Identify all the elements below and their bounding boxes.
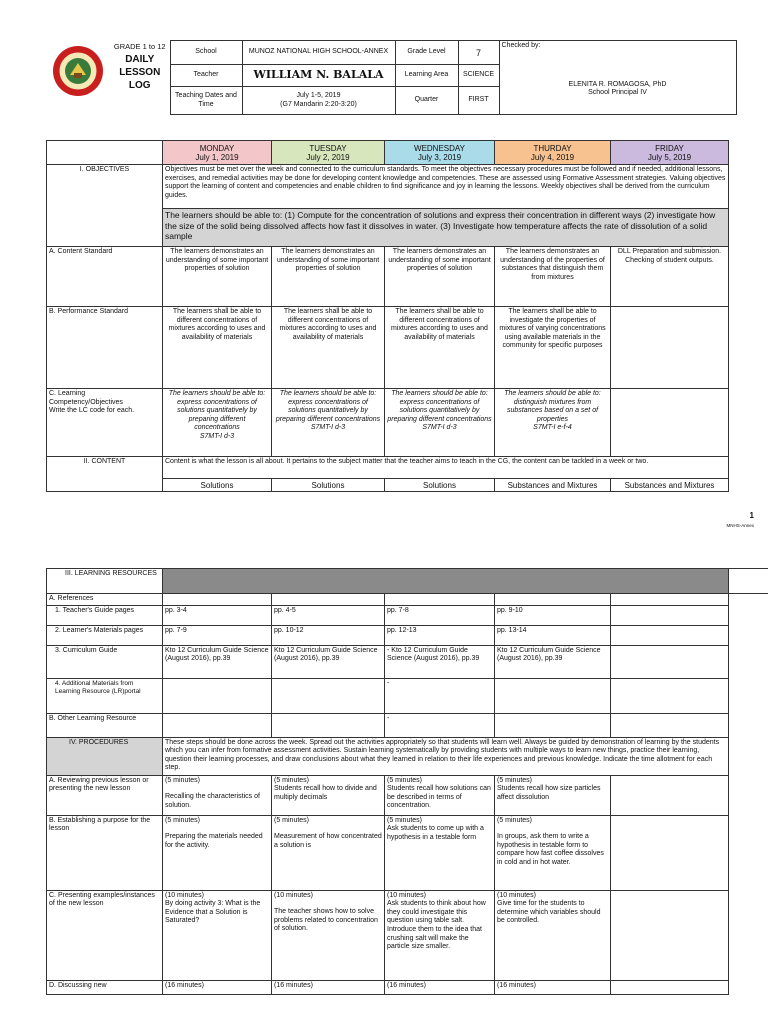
- other-tue: [272, 713, 385, 737]
- competency-label2: Write the LC code for each.: [49, 407, 135, 415]
- quarter-label: Quarter: [395, 87, 458, 115]
- competency-fri: [611, 389, 729, 457]
- cg-extra: [729, 645, 768, 678]
- curriculum-mon: Kto 12 Curriculum Guide Science (August 2016), pp.39: [163, 645, 272, 678]
- pre-extra: [729, 890, 768, 980]
- ref-fri: [611, 594, 729, 606]
- proc-extra: [729, 737, 768, 775]
- performance-standard-mon: The learners shall be able to different concentrations of mixtures according to uses and availability of materials: [163, 307, 272, 389]
- resources-extra-cell: [729, 569, 768, 594]
- content-standard-label: A. Content Standard: [47, 247, 163, 307]
- presenting-thu: (10 minutes) Give time for the students to determine which variables should be controlled.: [495, 890, 611, 980]
- discussing-tue: (16 minutes): [272, 980, 385, 994]
- competency-tue: The learners should be able to: express concentrations of solutions quantitatively by preparing different concentrations S7MT-I d-3: [272, 389, 385, 457]
- presenting-tue: (10 minutes) The teacher shows how to solve problems related to concentration of solution.: [272, 890, 385, 980]
- dates-label: Teaching Dates and Time: [170, 87, 242, 115]
- dll-table-page2: [46, 568, 768, 995]
- learner-wed: pp. 12-13: [385, 625, 495, 645]
- content-topic-wed: Solutions: [385, 479, 495, 492]
- content-label: II. CONTENT: [47, 457, 163, 492]
- school-label: School: [170, 41, 242, 65]
- reviewing-label: A. Reviewing previous lesson or presenting the new lesson: [47, 775, 163, 815]
- principal-title: School Principal IV: [588, 89, 647, 97]
- seal-cell: [46, 41, 110, 115]
- learning-area-label: Learning Area: [395, 65, 458, 87]
- dis-extra: [729, 980, 768, 994]
- reviewing-tue: (5 minutes) Students recall how to divide and multiply decimals: [272, 775, 385, 815]
- dll-title-line1: DAILY: [125, 53, 155, 65]
- additional-mon: [163, 678, 272, 713]
- checked-by-label: Checked by:: [501, 42, 541, 49]
- content-topic-tue: Solutions: [272, 479, 385, 492]
- day-header-wednesday: WEDNESDAY July 3, 2019: [385, 141, 495, 165]
- grade-level-value: 7: [458, 41, 499, 65]
- performance-standard-fri: [611, 307, 729, 389]
- procedures-label: IV. PROCEDURES: [47, 737, 163, 775]
- day-header-tuesday: TUESDAY July 2, 2019: [272, 141, 385, 165]
- page-2: [0, 568, 768, 1024]
- olr-extra: [729, 713, 768, 737]
- other-mon: [163, 713, 272, 737]
- competency-wed: The learners should be able to: express concentrations of solutions quantitatively by preparing different concentrations S7MT-I d-3: [385, 389, 495, 457]
- additional-materials-label: 4. Additional Materials from Learning Resource (LR)portal: [47, 678, 163, 713]
- presenting-fri: [611, 890, 729, 980]
- content-topic-fri: Substances and Mixtures: [611, 479, 729, 492]
- lm-extra: [729, 625, 768, 645]
- am-extra: [729, 678, 768, 713]
- dll-title-line3: LOG: [128, 79, 151, 91]
- page-number: 1: [749, 511, 754, 520]
- purpose-wed: (5 minutes) Ask students to come up with a hypothesis in a testable form: [385, 815, 495, 890]
- learner-thu: pp. 13-14: [495, 625, 611, 645]
- discussing-mon: (16 minutes): [163, 980, 272, 994]
- resources-header-bar: [163, 569, 729, 594]
- references-label: A. References: [47, 594, 163, 606]
- reviewing-mon: (5 minutes) Recalling the characteristics of solution.: [163, 775, 272, 815]
- quarter-value: FIRST: [458, 87, 499, 115]
- page-footer: MNHS-Annex: [726, 523, 754, 528]
- teacher-guide-fri: [611, 605, 729, 625]
- content-note: Content is what the lesson is all about. It pertains to the subject matter that the teacher aims to teach in the CG, the content can be tackled in a week or two.: [163, 457, 729, 479]
- day-header-friday: FRIDAY July 5, 2019: [611, 141, 729, 165]
- competency-thu: The learners should be able to: distinguish mixtures from substances based on a set of properties S7MT-I e-f-4: [495, 389, 611, 457]
- purpose-thu: (5 minutes) In groups, ask them to write a hypothesis in testable form to compare how fast coffee dissolves in cold and in hot water.: [495, 815, 611, 890]
- objectives-label: I. OBJECTIVES: [47, 165, 163, 247]
- ref-wed: [385, 594, 495, 606]
- learner-tue: pp. 10-12: [272, 625, 385, 645]
- teacher-guide-label: 1. Teacher's Guide pages: [47, 605, 163, 625]
- reviewing-wed: (5 minutes) Students recall how solutions can be described in terms of concentration.: [385, 775, 495, 815]
- additional-thu: [495, 678, 611, 713]
- grade-range: GRADE 1 to 12: [113, 41, 166, 51]
- other-thu: [495, 713, 611, 737]
- procedures-note: These steps should be done across the week. Spread out the activities appropriately so that students will learn well. Always be guided by demonstration of learning by the students which you can infer from formative assessment activities. Sustain learning systematically by providing students with multiple ways to learn new things, practice their learning, question their learning processes, and draw conclusions about what they learned in relation to their life experiences and previous knowledge. Indicate the time allotment for each step.: [163, 737, 729, 775]
- resources-label: III. LEARNING RESOURCES: [47, 569, 163, 594]
- grade-level-label: Grade Level: [395, 41, 458, 65]
- presenting-label: C. Presenting examples/instances of the new lesson: [47, 890, 163, 980]
- content-standard-tue: The learners demonstrates an understanding of some important properties of solution: [272, 247, 385, 307]
- grade-title-cell: [110, 41, 170, 115]
- curriculum-thu: Kto 12 Curriculum Guide Science (August 2016), pp.39: [495, 645, 611, 678]
- ref-mon: [163, 594, 272, 606]
- dates-sub: (G7 Mandarin 2:20-3:20): [280, 100, 357, 108]
- ref-extra: [729, 594, 768, 606]
- purpose-label: B. Establishing a purpose for the lesson: [47, 815, 163, 890]
- tg-extra: [729, 605, 768, 625]
- purpose-tue: (5 minutes) Measurement of how concentrated a solution is: [272, 815, 385, 890]
- objectives-learners: The learners should be able to: (1) Compute for the concentration of solutions and express their concentration in different ways (2) investigate how the size of the solid being dissolved affects how fast it dissolves in water. (3) Investigate how temperature affects the rate of dissolution of a solid sample: [163, 209, 729, 247]
- competency-label: C. Learning Competency/Objectives: [49, 390, 123, 406]
- dll-title-line2: LESSON: [119, 66, 161, 78]
- rev-extra: [729, 775, 768, 815]
- performance-standard-thu: The learners shall be able to investigate the properties of mixtures of varying concentrations using available materials in the community for specific purposes: [495, 307, 611, 389]
- pur-extra: [729, 815, 768, 890]
- purpose-fri: [611, 815, 729, 890]
- teacher-guide-mon: pp. 3-4: [163, 605, 272, 625]
- dates-value: July 1-5, 2019: [296, 91, 341, 99]
- teacher-guide-thu: pp. 9-10: [495, 605, 611, 625]
- teacher-guide-wed: pp. 7-8: [385, 605, 495, 625]
- learner-fri: [611, 625, 729, 645]
- day-header-blank: [47, 141, 163, 165]
- objectives-note: Objectives must be met over the week and connected to the curriculum standards. To meet the objectives necessary procedures must be followed and if needed, additional lessons, exercises, and remedial activities may be done for developing content knowledge and competencies. These are assessed using Formative Assessment strategies. Valuing objectives support the learning of content and competencies and enable children to find significance and joy in learning the lessons. Weekly objectives shall be derived from the curriculum guides.: [163, 165, 729, 209]
- content-standard-thu: The learners demonstrates an understanding of the properties of substances that distinguish them from mixtures: [495, 247, 611, 307]
- checked-by-cell: [499, 41, 736, 115]
- learner-materials-label: 2. Learner's Materials pages: [47, 625, 163, 645]
- other-resource-label: B. Other Learning Resource: [47, 713, 163, 737]
- principal-name: ELENITA R. ROMAGOSA, PhD: [568, 80, 667, 88]
- performance-standard-wed: The learners shall be able to different concentrations of mixtures according to uses and availability of materials: [385, 307, 495, 389]
- presenting-wed: (10 minutes) Ask students to think about how they could investigate this question using table salt. Introduce them to the idea that crushing salt will make the particle size smaller.: [385, 890, 495, 980]
- other-fri: [611, 713, 729, 737]
- other-wed: -: [385, 713, 495, 737]
- content-topic-thu: Substances and Mixtures: [495, 479, 611, 492]
- teacher-label: Teacher: [170, 65, 242, 87]
- performance-standard-tue: The learners shall be able to different concentrations of mixtures according to uses and availability of materials: [272, 307, 385, 389]
- learning-area-value: SCIENCE: [458, 65, 499, 87]
- dates-cell: [242, 87, 395, 115]
- teacher-name: WILLIAM N. BALALA: [242, 65, 395, 87]
- curriculum-tue: Kto 12 Curriculum Guide Science (August 2016), pp.39: [272, 645, 385, 678]
- curriculum-guide-label: 3. Curriculum Guide: [47, 645, 163, 678]
- learner-mon: pp. 7-9: [163, 625, 272, 645]
- competency-label-cell: [47, 389, 163, 457]
- ref-tue: [272, 594, 385, 606]
- curriculum-wed: - Kto 12 Curriculum Guide Science (August 2016), pp.39: [385, 645, 495, 678]
- teacher-guide-tue: pp. 4-5: [272, 605, 385, 625]
- content-standard-mon: The learners demonstrates an understanding of some important properties of solution: [163, 247, 272, 307]
- dll-table-page1: [46, 140, 729, 492]
- additional-fri: [611, 678, 729, 713]
- header-table: [46, 40, 737, 115]
- performance-standard-label: B. Performance Standard: [47, 307, 163, 389]
- reviewing-thu: (5 minutes) Students recall how size particles affect dissolution: [495, 775, 611, 815]
- curriculum-fri: [611, 645, 729, 678]
- additional-tue: [272, 678, 385, 713]
- discussing-fri: [611, 980, 729, 994]
- ref-thu: [495, 594, 611, 606]
- content-standard-fri: DLL Preparation and submission. Checking of student outputs.: [611, 247, 729, 307]
- content-standard-wed: The learners demonstrates an understanding of some important properties of solution: [385, 247, 495, 307]
- presenting-mon: (10 minutes) By doing activity 3: What is the Evidence that a Solution is Saturated?: [163, 890, 272, 980]
- discussing-wed: (16 minutes): [385, 980, 495, 994]
- content-topic-mon: Solutions: [163, 479, 272, 492]
- day-header-thursday: THURDAY July 4, 2019: [495, 141, 611, 165]
- school-name: MUNOZ NATIONAL HIGH SCHOOL-ANNEX: [242, 41, 395, 65]
- day-header-monday: MONDAY July 1, 2019: [163, 141, 272, 165]
- discussing-label: D. Discussing new: [47, 980, 163, 994]
- additional-wed: -: [385, 678, 495, 713]
- competency-mon: The learners should be able to: express concentrations of solutions quantitatively by preparing different concentrations S7MT-I d-3: [163, 389, 272, 457]
- discussing-thu: (16 minutes): [495, 980, 611, 994]
- purpose-mon: (5 minutes) Preparing the materials needed for the activity.: [163, 815, 272, 890]
- reviewing-fri: [611, 775, 729, 815]
